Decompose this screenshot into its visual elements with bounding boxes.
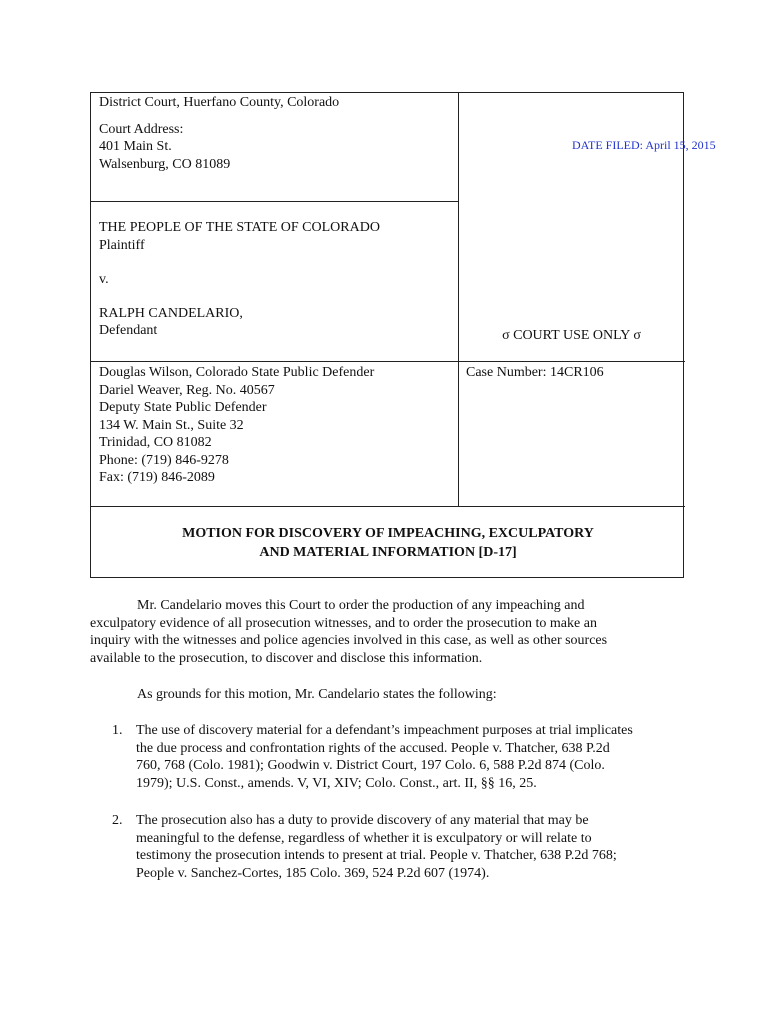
court-block bbox=[99, 94, 339, 173]
list-line: The use of discovery material for a defendant’s impeachment purposes at trial implicates bbox=[136, 723, 633, 738]
attorney-line: 134 W. Main St., Suite 32 bbox=[99, 417, 244, 433]
defendant-label: Defendant bbox=[99, 323, 158, 338]
parties-block bbox=[99, 219, 380, 340]
plaintiff-name: THE PEOPLE OF THE STATE OF COLORADO bbox=[99, 220, 380, 235]
intro-paragraph bbox=[90, 597, 658, 667]
list-line: 1979); U.S. Const., amends. V, VI, XIV; Colo. Const., art. II, §§ 16, 25. bbox=[136, 775, 537, 791]
list-line: the due process and confrontation rights of the accused. People v. Thatcher, 638 P.2d bbox=[136, 740, 610, 756]
motion-title-line1: MOTION FOR DISCOVERY OF IMPEACHING, EXCULPATORY bbox=[182, 526, 594, 541]
plaintiff-label: Plaintiff bbox=[99, 237, 145, 253]
intro-line: inquiry with the witnesses and police agencies involved in this case, as well as other sources bbox=[90, 633, 608, 648]
versus: v. bbox=[99, 272, 109, 287]
list-line: People v. Sanchez-Cortes, 185 Colo. 369, 524 P.2d 607 (1974). bbox=[136, 865, 490, 881]
attorney-line: Dariel Weaver, Reg. No. 40567 bbox=[99, 382, 275, 398]
intro-line: exculpatory evidence of all prosecution witnesses, and to order the prosecution to make an bbox=[90, 615, 597, 631]
caption-divider-parties bbox=[91, 361, 685, 362]
list-number: 2. bbox=[112, 813, 123, 828]
court-address-label: Court Address: bbox=[99, 121, 184, 137]
list-line: 760, 768 (Colo. 1981); Goodwin v. District Court, 197 Colo. 6, 588 P.2d 874 (Colo. bbox=[136, 758, 605, 773]
attorney-line: Douglas Wilson, Colorado State Public Defender bbox=[99, 365, 375, 380]
list-text bbox=[136, 722, 680, 792]
list-text bbox=[136, 812, 680, 882]
motion-title-line2: AND MATERIAL INFORMATION [D-17] bbox=[259, 545, 517, 560]
caption-divider-vertical bbox=[458, 93, 459, 506]
caption-divider-court bbox=[91, 201, 458, 202]
case-number: Case Number: 14CR106 bbox=[466, 365, 604, 380]
case-caption-table bbox=[90, 92, 716, 578]
list-line: The prosecution also has a duty to provide discovery of any material that may be bbox=[136, 813, 589, 828]
caption-divider-title bbox=[91, 506, 685, 507]
attorney-line: Deputy State Public Defender bbox=[99, 400, 267, 415]
intro-line: available to the prosecution, to discover and disclose this information. bbox=[90, 650, 483, 666]
attorney-line: Phone: (719) 846-9278 bbox=[99, 452, 229, 468]
list-line: testimony the prosecution intends to present at trial. People v. Thatcher, 638 P.2d 768; bbox=[136, 848, 617, 863]
list-number: 1. bbox=[112, 723, 123, 738]
court-name: District Court, Huerfano County, Colorado bbox=[99, 95, 340, 110]
date-filed-stamp: DATE FILED: April 15, 2015 bbox=[572, 138, 716, 152]
court-address-line1: 401 Main St. bbox=[99, 139, 172, 154]
list-line: meaningful to the defense, regardless of whether it is exculpatory or will relate to bbox=[136, 830, 592, 846]
motion-title bbox=[91, 524, 685, 562]
defendant-name: RALPH CANDELARIO, bbox=[99, 305, 243, 321]
attorney-line: Fax: (719) 846-2089 bbox=[99, 470, 215, 485]
intro-line: Mr. Candelario moves this Court to order the production of any impeaching and bbox=[137, 598, 585, 613]
grounds-sentence: As grounds for this motion, Mr. Candelario states the following: bbox=[137, 687, 497, 702]
attorney-block bbox=[99, 364, 374, 487]
attorney-line: Trinidad, CO 81082 bbox=[99, 435, 212, 450]
court-use-only-label: σ COURT USE ONLY σ bbox=[502, 328, 641, 343]
court-address-line2: Walsenburg, CO 81089 bbox=[99, 156, 231, 172]
